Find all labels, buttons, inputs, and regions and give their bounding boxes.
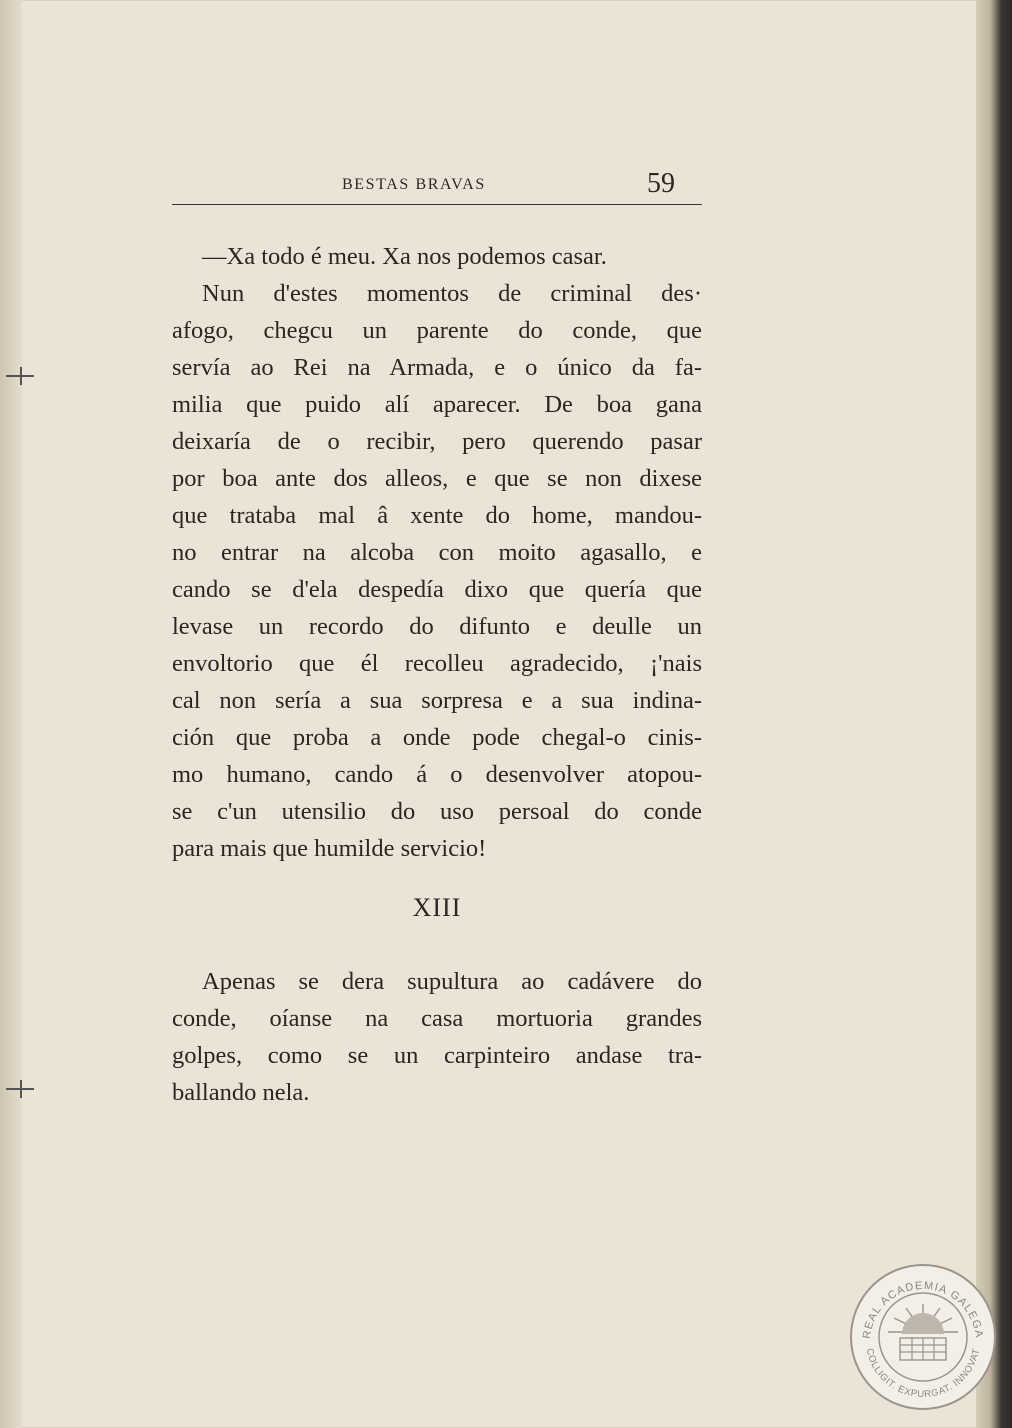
text-line: golpes, como se un carpinteiro andase tra- (172, 1042, 702, 1069)
text-line: no entrar na alcoba con moito agasallo, e (172, 539, 702, 566)
svg-text:COLLIGIT. EXPURGAT. INNOVAT: COLLIGIT. EXPURGAT. INNOVAT (863, 1347, 983, 1401)
margin-mark-top (6, 375, 34, 377)
text-line: ballando nela. (172, 1079, 310, 1106)
page-edge (976, 0, 1012, 1428)
text-line: para mais que humilde servicio! (172, 835, 487, 862)
text-line: conde, oíanse na casa mortuoria grandes (172, 1005, 702, 1032)
text-line: —Xa todo é meu. Xa nos podemos casar. (202, 243, 607, 270)
running-title: BESTAS BRAVAS (342, 176, 486, 193)
margin-mark-bottom (6, 1088, 34, 1090)
text-line: afogo, chegcu un parente do conde, que (172, 317, 702, 344)
text-line: mo humano, cando á o desenvolver atopou- (172, 761, 702, 788)
text-line: cal non sería a sua sorpresa e a sua indina- (172, 687, 702, 714)
text-line: deixaría de o recibir, pero querendo pasar (172, 428, 702, 455)
text-line: Nun d'estes momentos de criminal des· (202, 280, 702, 307)
svg-text:REAL ACADEMIA GALEGA: REAL ACADEMIA GALEGA (860, 1279, 986, 1340)
body-text-2 (172, 963, 702, 1111)
text-line: se c'un utensilio do uso persoal do conde (172, 798, 702, 825)
text-line: que trataba mal â xente do home, mandou- (172, 502, 702, 529)
text-line: servía ao Rei na Armada, e o único da fa- (172, 354, 702, 381)
chapter-heading: XIII (412, 893, 462, 922)
body-text (172, 238, 702, 867)
stamp-seal-icon (848, 1262, 998, 1412)
gutter-shadow (0, 0, 22, 1428)
text-line: ción que proba a onde pode chegal-o cinis- (172, 724, 702, 751)
page-number: 59 (647, 168, 675, 199)
running-header (172, 168, 702, 205)
text-line: milia que puido alí aparecer. De boa gana (172, 391, 702, 418)
text-line: envoltorio que él recolleu agradecido, ¡'nais (172, 650, 702, 677)
text-line: cando se d'ela despedía dixo que quería que (172, 576, 702, 603)
text-line: Apenas se dera supultura ao cadávere do (202, 968, 702, 995)
library-stamp (848, 1262, 998, 1412)
text-line: por boa ante dos alleos, e que se non dixese (172, 465, 702, 492)
text-line: levase un recordo do difunto e deulle un (172, 613, 702, 640)
